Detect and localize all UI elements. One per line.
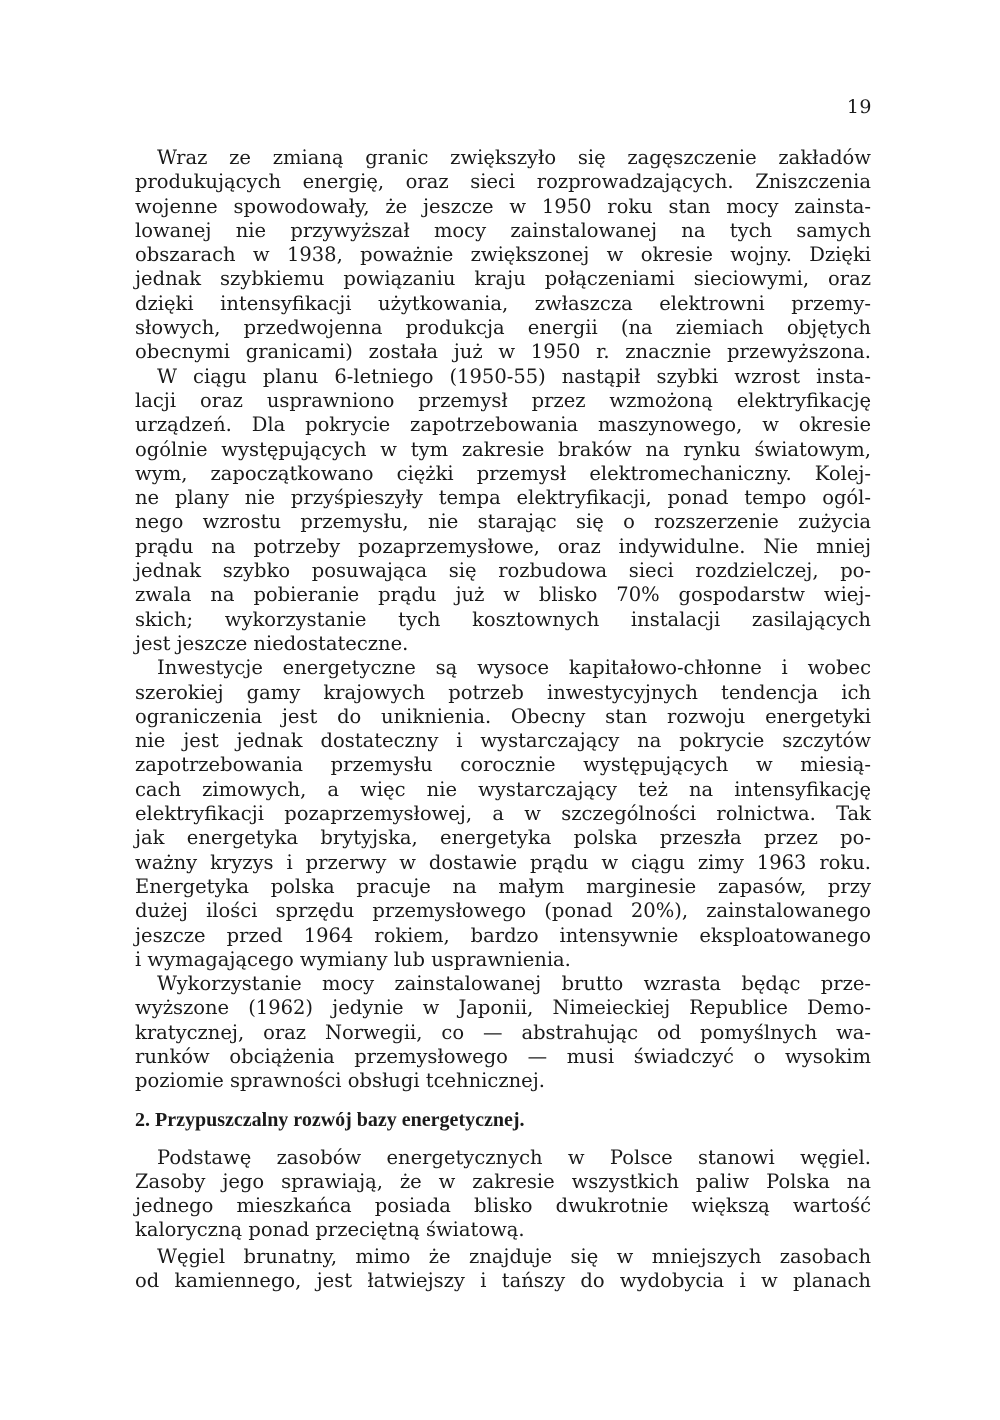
text-line: ogólnie występujących w tym zakresie braków na rynku światowym, [135,437,871,461]
text-line: jak energetyka brytyjska, energetyka polska przeszła przez po- [135,826,871,850]
text-line: dużej ilości sprzędu przemysłowego (ponad 20%), zainstalowanego [135,899,871,923]
text-line: nego wzrostu przemysłu, nie starając się o rozszerzenie zużycia [135,510,871,534]
section-heading: 2. Przypuszczalny rozwój bazy energetycznej. [135,1108,525,1131]
page-number: 19 [846,96,872,118]
text-line: szerokiej gamy krajowych potrzeb inwestycyjnych tendencja ich [135,680,871,704]
text-line: Inwestycje energetyczne są wysoce kapitałowo-chłonne i wobec [157,656,871,680]
text-line: kaloryczną ponad przeciętną światową. [135,1218,525,1242]
paragraph-1 [135,146,871,365]
paragraph-4 [135,972,871,1093]
body-text [135,146,871,1293]
paragraph-5 [135,1146,871,1243]
text-line: Wykorzystanie mocy zainstalowanej brutto wzrasta będąc prze- [157,972,871,996]
paragraph-2 [135,365,871,657]
text-line: prądu na potrzeby pozaprzemysłowe, oraz indywidulne. Nie mniej [135,534,871,558]
text-line: ne plany nie przyśpieszyły tempa elektryfikacji, ponad tempo ogól- [135,486,871,510]
paragraph-6 [135,1245,871,1294]
text-line: dzięki intensyfikacji użytkowania, zwłaszcza elektrowni przemy- [135,291,871,315]
text-line: jednak szybkiemu powiązaniu kraju połączeniami sieciowymi, oraz [135,267,871,291]
text-line: jeszcze przed 1964 rokiem, bardzo intensywnie eksploatowanego [135,923,871,947]
text-line: ograniczenia jest do uniknienia. Obecny stan rozwoju energetyki [135,704,871,728]
text-line: jest jeszcze niedostateczne. [135,631,409,655]
text-line: skich; wykorzystanie tych kosztownych instalacji zasilających [135,607,871,631]
text-line: Wraz ze zmianą granic zwiększyło się zagęszczenie zakładów [157,146,871,169]
text-line: Podstawę zasobów energetycznych w Polsce stanowi węgiel. [157,1145,871,1169]
text-line: i wymagającego wymiany lub usprawnienia. [135,947,571,971]
text-line: ważny kryzys i przerwy w dostawie prądu w ciągu zimy 1963 roku. [135,850,871,874]
text-line: jednak szybko posuwająca się rozbudowa sieci rozdzielczej, po- [135,559,871,583]
text-line: runków obciążenia przemysłowego — musi świadczyć o wysokim [135,1044,871,1068]
text-line: jednego mieszkańca posiada blisko dwukrotnie większą wartość [135,1194,871,1218]
text-line: poziomie sprawności obsługi tcehnicznej. [135,1069,545,1093]
text-line: lowanej nie przywyższał mocy zainstalowanej na tych samych [135,218,871,242]
text-line: urządzeń. Dla pokrycie zapotrzebowania maszynowego, w okresie [135,413,871,437]
text-line: cach zimowych, a więc nie wystarczający też na intensyfikację [135,777,871,801]
paragraph-3 [135,656,871,972]
text-line: Węgiel brunatny, mimo że znajduje się w mniejszych zasobach [157,1244,871,1268]
text-line: obszarach w 1938, poważnie zwiększonej w okresie wojny. Dzięki [135,243,871,267]
text-line: obecnymi granicami) została już w 1950 r. znacznie przewyższona. [135,340,871,364]
text-line: kratycznej, oraz Norwegii, co — abstrahując od pomyślnych wa- [135,1020,871,1044]
text-line: lacji oraz usprawniono przemysł przez wzmożoną elektryfikację [135,388,871,412]
text-line: elektryfikacji pozaprzemysłowej, a w szczególności rolnictwa. Tak [135,802,871,826]
text-line: zapotrzebowania przemysłu corocznie występujących w miesią- [135,753,871,777]
text-line: nie jest jednak dostateczny i wystarczający na pokrycie szczytów [135,729,871,753]
text-line: W ciągu planu 6-letniego (1950-55) nastąpił szybki wzrost insta- [157,364,871,388]
text-line: Zasoby jego sprawiają, że w zakresie wszystkich paliw Polska na [135,1169,871,1193]
text-line: Energetyka polska pracuje na małym marginesie zapasów, przy [135,874,871,898]
text-line: wym, zapoczątkowano ciężki przemysł elektromechaniczny. Kolej- [135,461,871,485]
text-line: wojenne spowodowały, że jeszcze w 1950 roku stan mocy zainsta- [135,194,871,218]
text-line: zwala na pobieranie prądu już w blisko 70% gospodarstw wiej- [135,583,871,607]
text-line: wyższone (1962) jedynie w Japonii, Nimeieckiej Republice Demo- [135,996,871,1020]
text-line: od kamiennego, jest łatwiejszy i tańszy do wydobycia i w planach [135,1269,871,1293]
text-line: produkujących energię, oraz sieci rozprowadzających. Zniszczenia [135,170,871,194]
text-line: słowych, przedwojenna produkcja energii (na ziemiach objętych [135,316,871,340]
